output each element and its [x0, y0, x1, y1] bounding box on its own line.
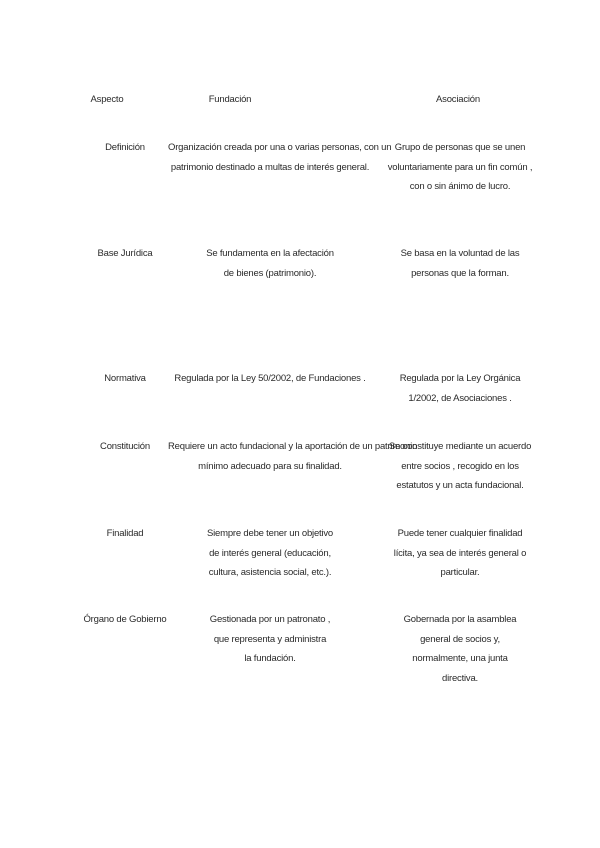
text-line: general de socios y, — [420, 633, 500, 645]
row-normativa-fundacion — [168, 369, 372, 389]
row-constitucion-fundacion — [168, 437, 418, 476]
text-line: lícita, ya sea de interés general o — [393, 547, 527, 559]
text-line: Siempre debe tener un objetivo — [206, 528, 334, 539]
text-line: Regulada por la Ley 50/2002, de Fundaciones . — [174, 373, 366, 384]
text-line: voluntariamente para un fin común , — [387, 161, 533, 173]
text-line: Gestionada por un patronato , — [209, 614, 331, 625]
text-line: Se fundamenta en la afectación — [206, 248, 334, 259]
header-aspecto: Aspecto — [90, 94, 124, 105]
row-organo-gobierno-aspecto: Órgano de Gobierno — [83, 614, 167, 625]
row-finalidad-fundacion — [168, 524, 372, 583]
text-line: Se basa en la voluntad de las — [400, 248, 520, 259]
text-line: patrimonio destinado a multas de interés general. — [170, 161, 370, 173]
text-line: la fundación. — [244, 653, 296, 664]
text-line: entre socios , recogido en los — [401, 460, 519, 472]
text-line: Requiere un acto fundacional y la aportación de un patrimonio — [168, 441, 418, 452]
text-line: Grupo de personas que se unen — [394, 142, 526, 153]
text-line: estatutos y un acta fundacional. — [396, 480, 524, 491]
text-line: particular. — [440, 567, 480, 578]
header-asociacion: Asociación — [436, 94, 480, 105]
text-line: de bienes (patrimonio). — [223, 267, 317, 279]
row-base-juridica-fundacion — [168, 244, 372, 283]
row-constitucion-aspecto: Constitución — [100, 441, 150, 452]
text-line: 1/2002, de Asociaciones . — [408, 392, 512, 404]
text-line: normalmente, una junta — [412, 653, 508, 664]
text-line: que representa y administra — [213, 633, 327, 645]
text-line: Gobernada por la asamblea — [403, 614, 517, 625]
row-definicion-fundacion — [168, 138, 392, 177]
row-definicion-asociacion — [380, 138, 540, 197]
row-base-juridica-asociacion — [380, 244, 540, 283]
text-line: con o sin ánimo de lucro. — [409, 181, 511, 192]
row-constitucion-asociacion — [380, 437, 540, 496]
text-line: mínimo adecuado para su finalidad. — [198, 460, 342, 472]
header-fundacion: Fundación — [208, 94, 252, 105]
row-organo-gobierno-fundacion — [168, 610, 372, 669]
text-line: Regulada por la Ley Orgánica — [399, 373, 521, 384]
row-organo-gobierno-asociacion — [380, 610, 540, 688]
row-finalidad-asociacion — [380, 524, 540, 583]
text-line: cultura, asistencia social, etc.). — [208, 567, 332, 578]
text-line: de interés general (educación, — [209, 547, 331, 559]
text-line: Puede tener cualquier finalidad — [397, 528, 523, 539]
text-line: directiva. — [441, 672, 478, 684]
row-definicion-aspecto: Definición — [105, 142, 145, 153]
row-normativa-asociacion — [380, 369, 540, 408]
row-base-juridica-aspecto: Base Jurídica — [97, 248, 153, 259]
text-line: Se constituye mediante un acuerdo — [388, 441, 532, 452]
row-normativa-aspecto: Normativa — [104, 373, 146, 384]
row-finalidad-aspecto: Finalidad — [106, 528, 144, 539]
text-line: Organización creada por una o varias personas, con un — [168, 142, 392, 153]
text-line: personas que la forman. — [411, 267, 509, 279]
